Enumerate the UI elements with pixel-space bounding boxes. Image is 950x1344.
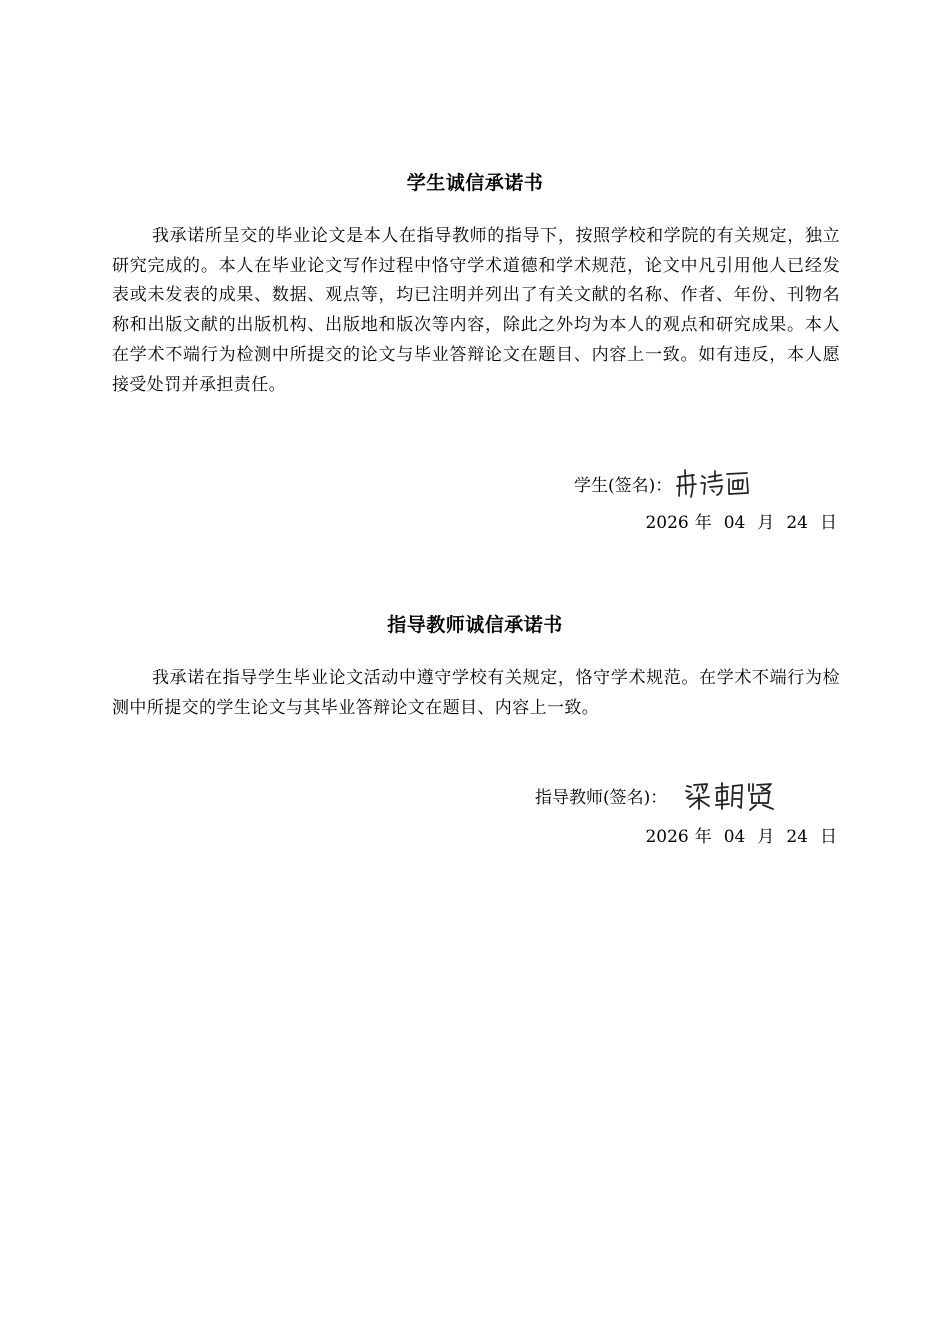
advisor-signature-label: 指导教师(签名)： bbox=[535, 787, 668, 808]
advisor-date-year: 2026 bbox=[645, 827, 689, 847]
advisor-date-year-unit: 年 bbox=[694, 827, 712, 847]
student-date-month-unit: 月 bbox=[757, 513, 775, 533]
student-date bbox=[645, 508, 837, 533]
student-pledge-paragraph: 我承诺所呈交的毕业论文是本人在指导教师的指导下，按照学校和学院的有关规定，独立研究完成的。本人在毕业论文写作过程中恪守学术道德和学术规范，论文中凡引用他人已经发表或未发表的成果、数据、观点等，均已注明并列出了有关文献的名称、作者、年份、刊物名称和出版文献的出版机构、出版地和版次等内容，除此之外均为本人的观点和研究成果。本人在学术不端行为检测中所提交的论文与毕业答辩论文在题目、内容上一致。如有违反，本人愿接受处罚并承担责任。 bbox=[112, 226, 840, 395]
advisor-date-day: 24 bbox=[786, 827, 808, 847]
student-date-month: 04 bbox=[723, 513, 746, 533]
student-date-day-unit: 日 bbox=[820, 513, 837, 533]
student-signature-label: 学生(签名)： bbox=[574, 475, 673, 496]
student-pledge-title: 学生诚信承诺书 bbox=[406, 172, 544, 194]
advisor-pledge-title: 指导教师诚信承诺书 bbox=[387, 614, 563, 636]
advisor-signature-line bbox=[535, 778, 783, 812]
advisor-date-month-unit: 月 bbox=[757, 827, 775, 847]
advisor-date bbox=[645, 822, 837, 847]
advisor-date-month: 04 bbox=[723, 827, 746, 847]
student-date-day: 24 bbox=[786, 513, 808, 533]
student-date-year-unit: 年 bbox=[694, 513, 712, 533]
advisor-pledge-paragraph: 我承诺在指导学生毕业论文活动中遵守学校有关规定，恪守学术规范。在学术不端行为检测中所提交的学生论文与其毕业答辩论文在题目、内容上一致。 bbox=[112, 668, 840, 718]
advisor-handwritten-signature bbox=[683, 778, 783, 812]
student-signature-line bbox=[574, 466, 752, 500]
student-date-year: 2026 bbox=[645, 513, 689, 533]
student-handwritten-signature bbox=[672, 466, 752, 500]
advisor-date-day-unit: 日 bbox=[820, 827, 837, 847]
